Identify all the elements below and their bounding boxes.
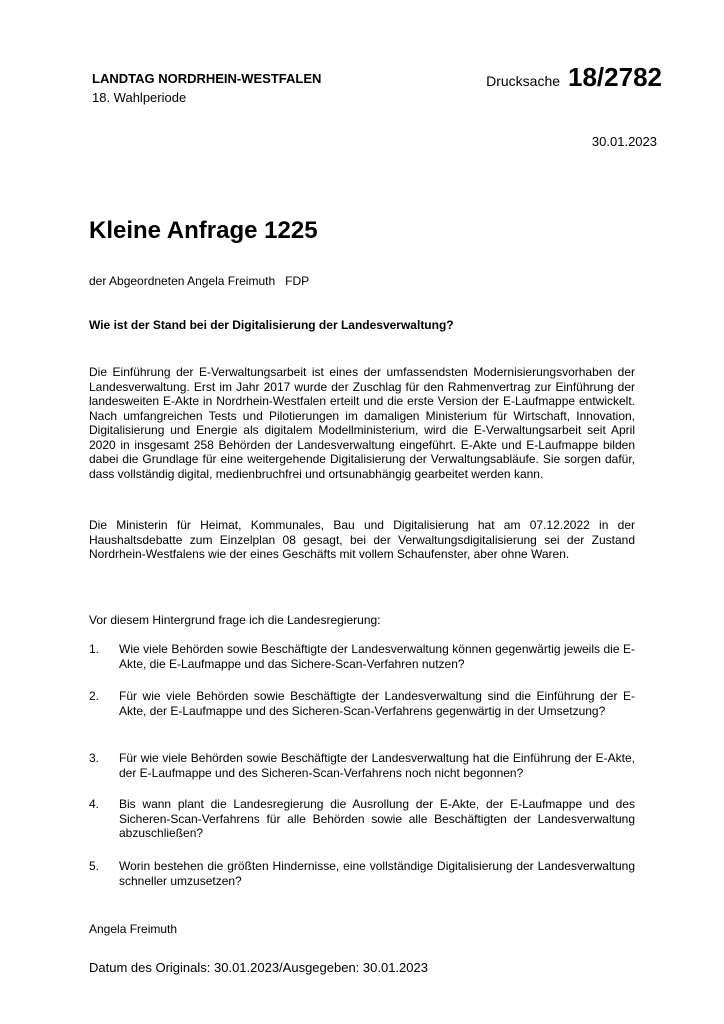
drucksache-label: Drucksache <box>486 73 561 89</box>
question-text: Wie viele Behörden sowie Beschäftigte der Landesverwaltung können gegenwärtig jeweils die E-Akte, die E-Laufmappe und das Sichere-Scan-Verfahren nutzen? <box>119 642 635 671</box>
organization-name: LANDTAG NORDRHEIN-WESTFALEN <box>92 71 322 86</box>
question-text: Worin bestehen die größten Hindernisse, eine vollständige Digitalisierung der Landesverwaltung schneller umzusetzen? <box>119 859 635 888</box>
author-party: FDP <box>285 274 310 288</box>
question-intro: Vor diesem Hintergrund frage ich die Landesregierung: <box>89 613 381 627</box>
question-number: 3. <box>89 751 100 765</box>
question-text: Für wie viele Behörden sowie Beschäftigte der Landesverwaltung sind die Einführung der E-Akte, der E-Laufmappe und des Sicheren-Scan-Verfahrens gegenwärtig in der Umsetzung? <box>119 689 635 718</box>
question-text: Für wie viele Behörden sowie Beschäftigte der Landesverwaltung hat die Einführung der E-Akte, der E-Laufmappe und des Sicheren-Scan-Verfahrens noch nicht begonnen? <box>119 751 635 780</box>
page-title: Kleine Anfrage 1225 <box>89 217 318 244</box>
question-number: 2. <box>89 689 100 703</box>
document-date: 30.01.2023 <box>591 134 657 149</box>
subject-heading: Wie ist der Stand bei der Digitalisierung der Landesverwaltung? <box>89 318 454 332</box>
legislative-period: 18. Wahlperiode <box>92 90 187 105</box>
question-number: 1. <box>89 642 100 656</box>
question-item <box>89 689 635 718</box>
drucksache <box>486 62 662 93</box>
footer-dates: Datum des Originals: 30.01.2023/Ausgegeben: 30.01.2023 <box>89 960 428 975</box>
question-number: 5. <box>89 859 100 873</box>
signature: Angela Freimuth <box>89 922 178 936</box>
question-item <box>89 797 635 841</box>
author-line <box>89 274 309 288</box>
question-text: Bis wann plant die Landesregierung die Ausrollung der E-Akte, der E-Laufmappe und des Sicheren-Scan-Verfahrens für alle Behörden sowie alle Beschäftigten der Landesverwaltung abzuschließen? <box>119 797 635 840</box>
body-paragraph: Die Ministerin für Heimat, Kommunales, Bau und Digitalisierung hat am 07.12.2022 in der Haushaltsdebatte zum Einzelplan 08 gesagt, bei der Verwaltungsdigitalisierung sei der Zustand Nordrhein-Westfalens wie der eines Geschäfts mit vollem Schaufenster, aber ohne Waren. <box>89 518 635 561</box>
author-text: der Abgeordneten Angela Freimuth <box>89 274 276 288</box>
drucksache-number: 18/2782 <box>568 62 662 92</box>
question-item <box>89 642 635 671</box>
question-item <box>89 751 635 780</box>
question-item <box>89 859 635 888</box>
question-number: 4. <box>89 797 100 811</box>
body-paragraph: Die Einführung der E-Verwaltungsarbeit ist eines der umfassendsten Modernisierungsvorhaben der Landesverwaltung. Erst im Jahr 2017 wurde der Zuschlag für den Rahmenvertrag zur Einführung der landesweiten E-Akte in Nordrhein-Westfalen erteilt und die erste Version der E-Laufmappe entwickelt. Nach umfangreichen Tests und Pilotierungen im damaligen Ministerium für Wirtschaft, Innovation, Digitalisierung und Energie als digitalem Modellministerium, wird die E-Verwaltungsarbeit seit April 2020 in insgesamt 258 Behörden der Landesverwaltung eingeführt. E-Akte und E-Laufmappe bilden dabei die Grundlage für eine weitergehende Digitalisierung der Verwaltungsabläufe. Sie sorgen dafür, dass vollständig digital, medienbruchfrei und ortsunabhängig gearbeitet werden kann. <box>89 365 635 481</box>
